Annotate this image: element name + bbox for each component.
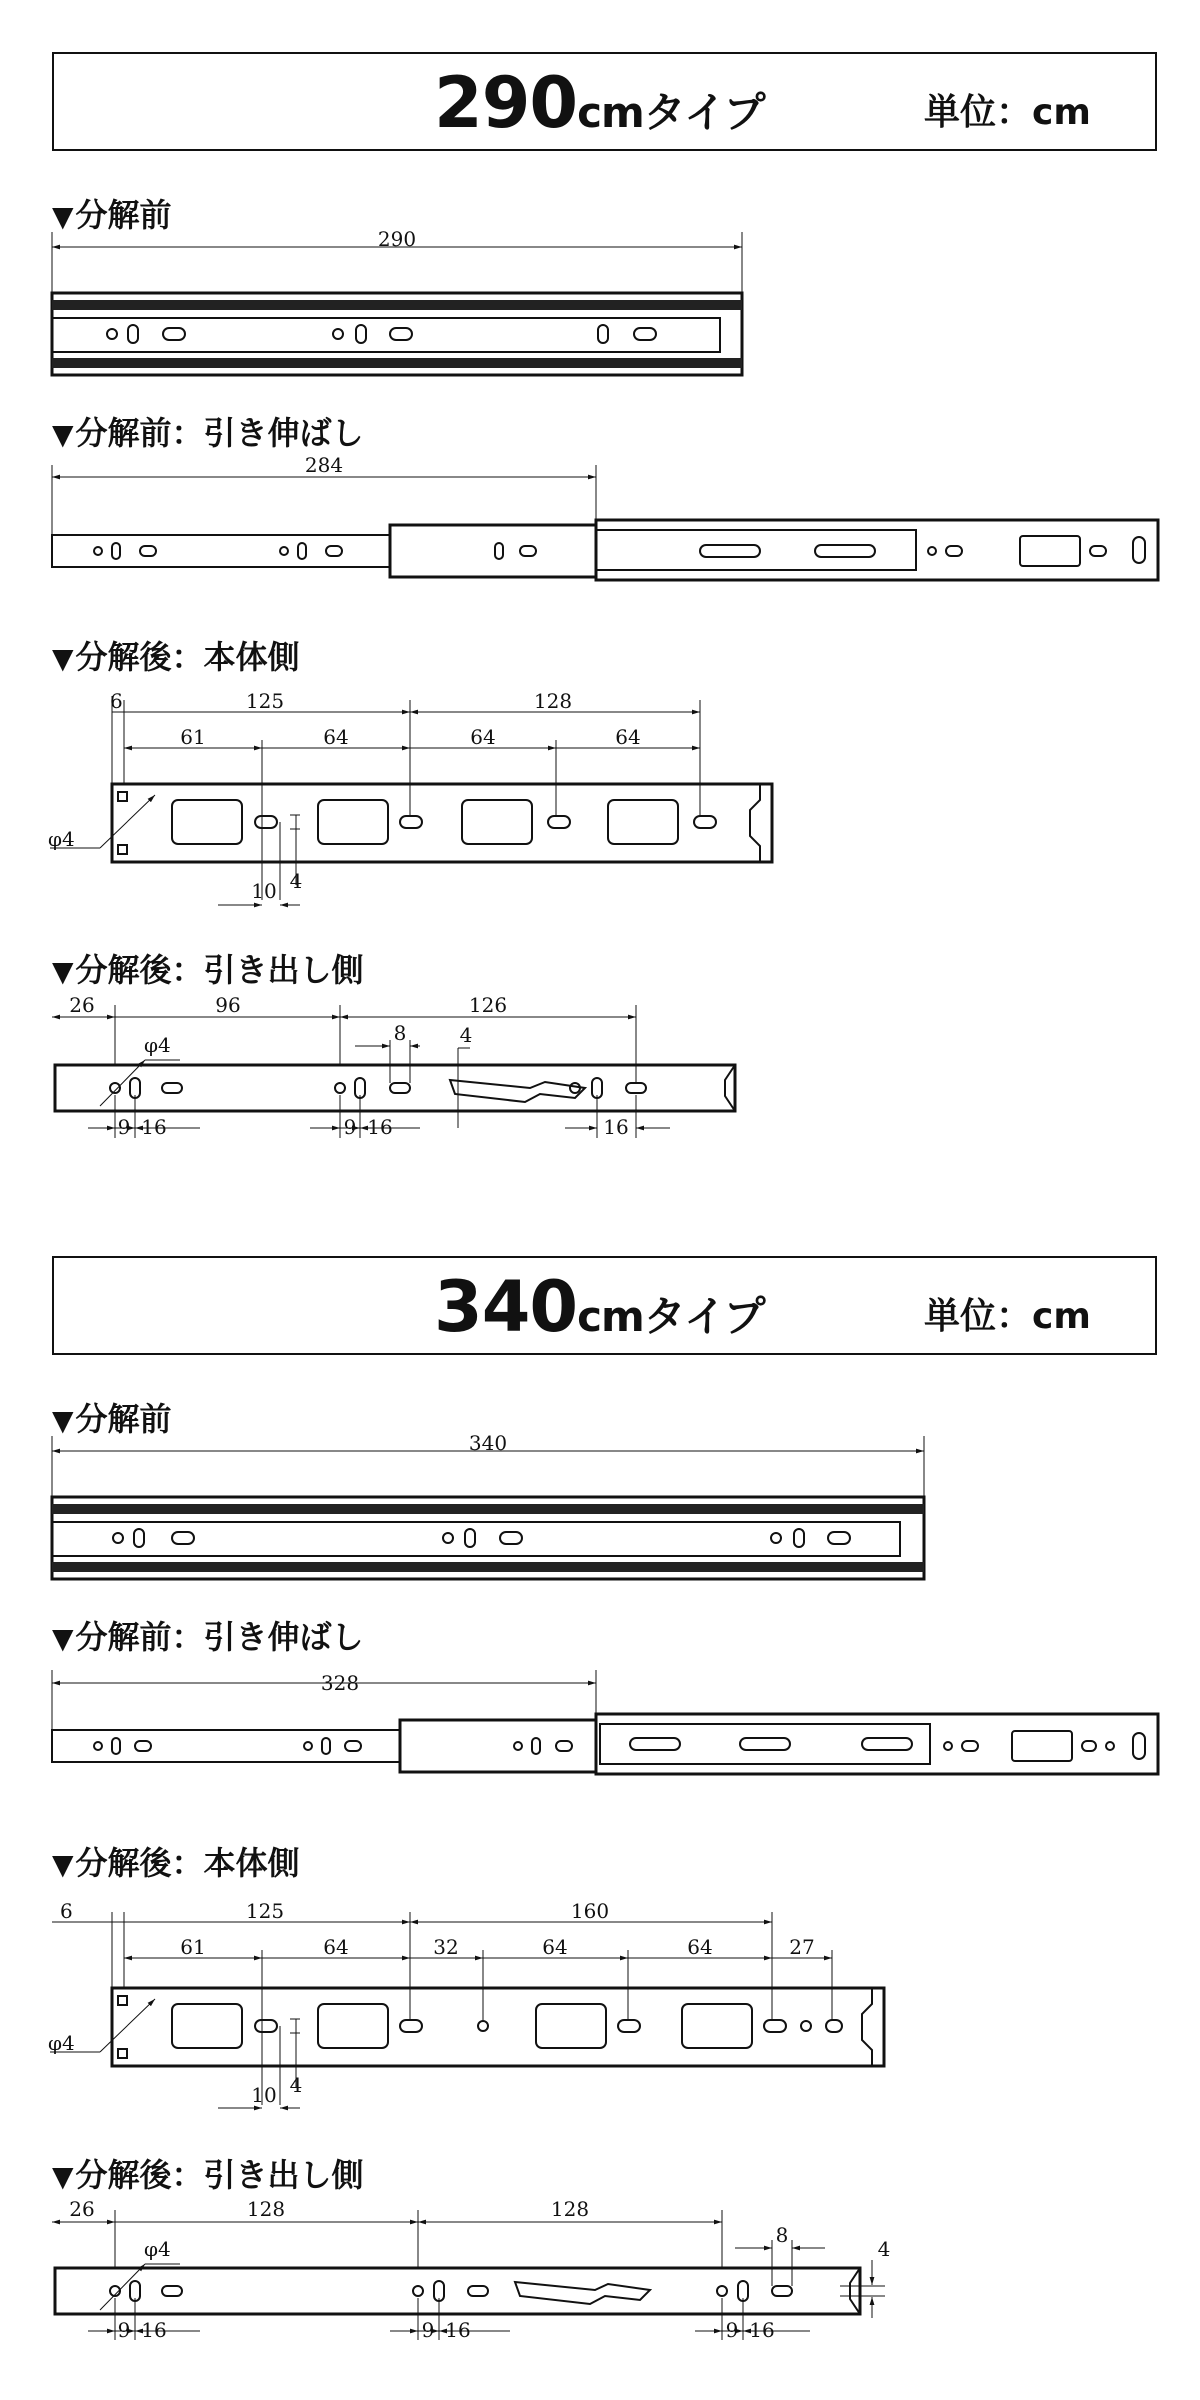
dim-label: 9 <box>117 2318 131 2342</box>
dim-label: 64 <box>323 1935 349 1959</box>
dim-extended: 328 <box>320 1671 360 1695</box>
section-heading: ▼分解前 <box>52 1400 172 1438</box>
section-heading: ▼分解後：本体側 <box>52 638 300 676</box>
dim-label: 125 <box>245 1899 285 1923</box>
dim-label: 27 <box>789 1935 815 1959</box>
rail-closed-340 <box>52 1436 924 1579</box>
dim-label: 8 <box>393 1021 407 1045</box>
dim-label: 9 <box>117 1115 131 1139</box>
dim-label: 9 <box>421 2318 435 2342</box>
title-unit-label: 単位：cm <box>924 1296 1091 1337</box>
dim-label: 8 <box>775 2223 789 2247</box>
section-heading: ▼分解前：引き伸ばし <box>52 1618 364 1656</box>
section-heading: ▼分解後：本体側 <box>52 1844 300 1882</box>
dim-label: φ4 <box>48 827 75 851</box>
section-heading: ▼分解前：引き伸ばし <box>52 414 364 452</box>
title-unit-label: 単位：cm <box>924 92 1091 133</box>
dim-label: 128 <box>533 689 573 713</box>
dim-label: 64 <box>687 1935 713 1959</box>
dim-label: φ4 <box>48 2031 75 2055</box>
dim-label: 6 <box>60 1899 73 1923</box>
title-type: 290cmタイプ <box>434 62 765 144</box>
section-heading: ▼分解前 <box>52 196 172 234</box>
dim-label: 61 <box>180 725 206 749</box>
dim-label: 6 <box>110 689 123 713</box>
dim-label: 16 <box>141 1115 167 1139</box>
dim-label: 160 <box>570 1899 610 1923</box>
dim-label: 126 <box>468 993 508 1017</box>
dim-label: 16 <box>367 1115 393 1139</box>
dim-label: 64 <box>470 725 496 749</box>
dim-label: 10 <box>251 2083 277 2107</box>
title-type: 340cmタイプ <box>434 1266 765 1348</box>
rail-closed-290 <box>52 232 742 375</box>
dim-label: 125 <box>245 689 285 713</box>
dim-label: 16 <box>749 2318 775 2342</box>
dim-label: 10 <box>251 879 277 903</box>
dim-label: 64 <box>542 1935 568 1959</box>
dim-label: 16 <box>603 1115 629 1139</box>
dim-label: 32 <box>433 1935 459 1959</box>
dim-label: 4 <box>289 869 303 893</box>
dim-label: 4 <box>877 2237 891 2261</box>
section-heading: ▼分解後：引き出し側 <box>52 2156 364 2194</box>
dim-total: 290 <box>377 227 417 251</box>
dim-label: φ4 <box>144 1033 171 1057</box>
dim-label: 61 <box>180 1935 206 1959</box>
dim-total: 340 <box>468 1431 508 1455</box>
dim-label: 64 <box>615 725 641 749</box>
dim-label: 26 <box>69 2197 95 2221</box>
dim-label: 9 <box>343 1115 357 1139</box>
dim-label: 16 <box>141 2318 167 2342</box>
rail-extended-290 <box>52 465 1158 580</box>
section-heading: ▼分解後：引き出し側 <box>52 951 364 989</box>
dim-label: 96 <box>215 993 241 1017</box>
dim-label: 26 <box>69 993 95 1017</box>
dim-label: φ4 <box>144 2237 171 2261</box>
dim-label: 9 <box>725 2318 739 2342</box>
dim-label: 64 <box>323 725 349 749</box>
dim-label: 4 <box>289 2073 303 2097</box>
dim-label: 128 <box>550 2197 590 2221</box>
dim-label: 128 <box>246 2197 286 2221</box>
dim-extended: 284 <box>304 453 344 477</box>
dim-label: 16 <box>445 2318 471 2342</box>
dim-label: 4 <box>459 1023 473 1047</box>
rail-body-290 <box>50 696 772 905</box>
rail-extended-340 <box>52 1670 1158 1774</box>
rail-body-340 <box>50 1912 884 2108</box>
